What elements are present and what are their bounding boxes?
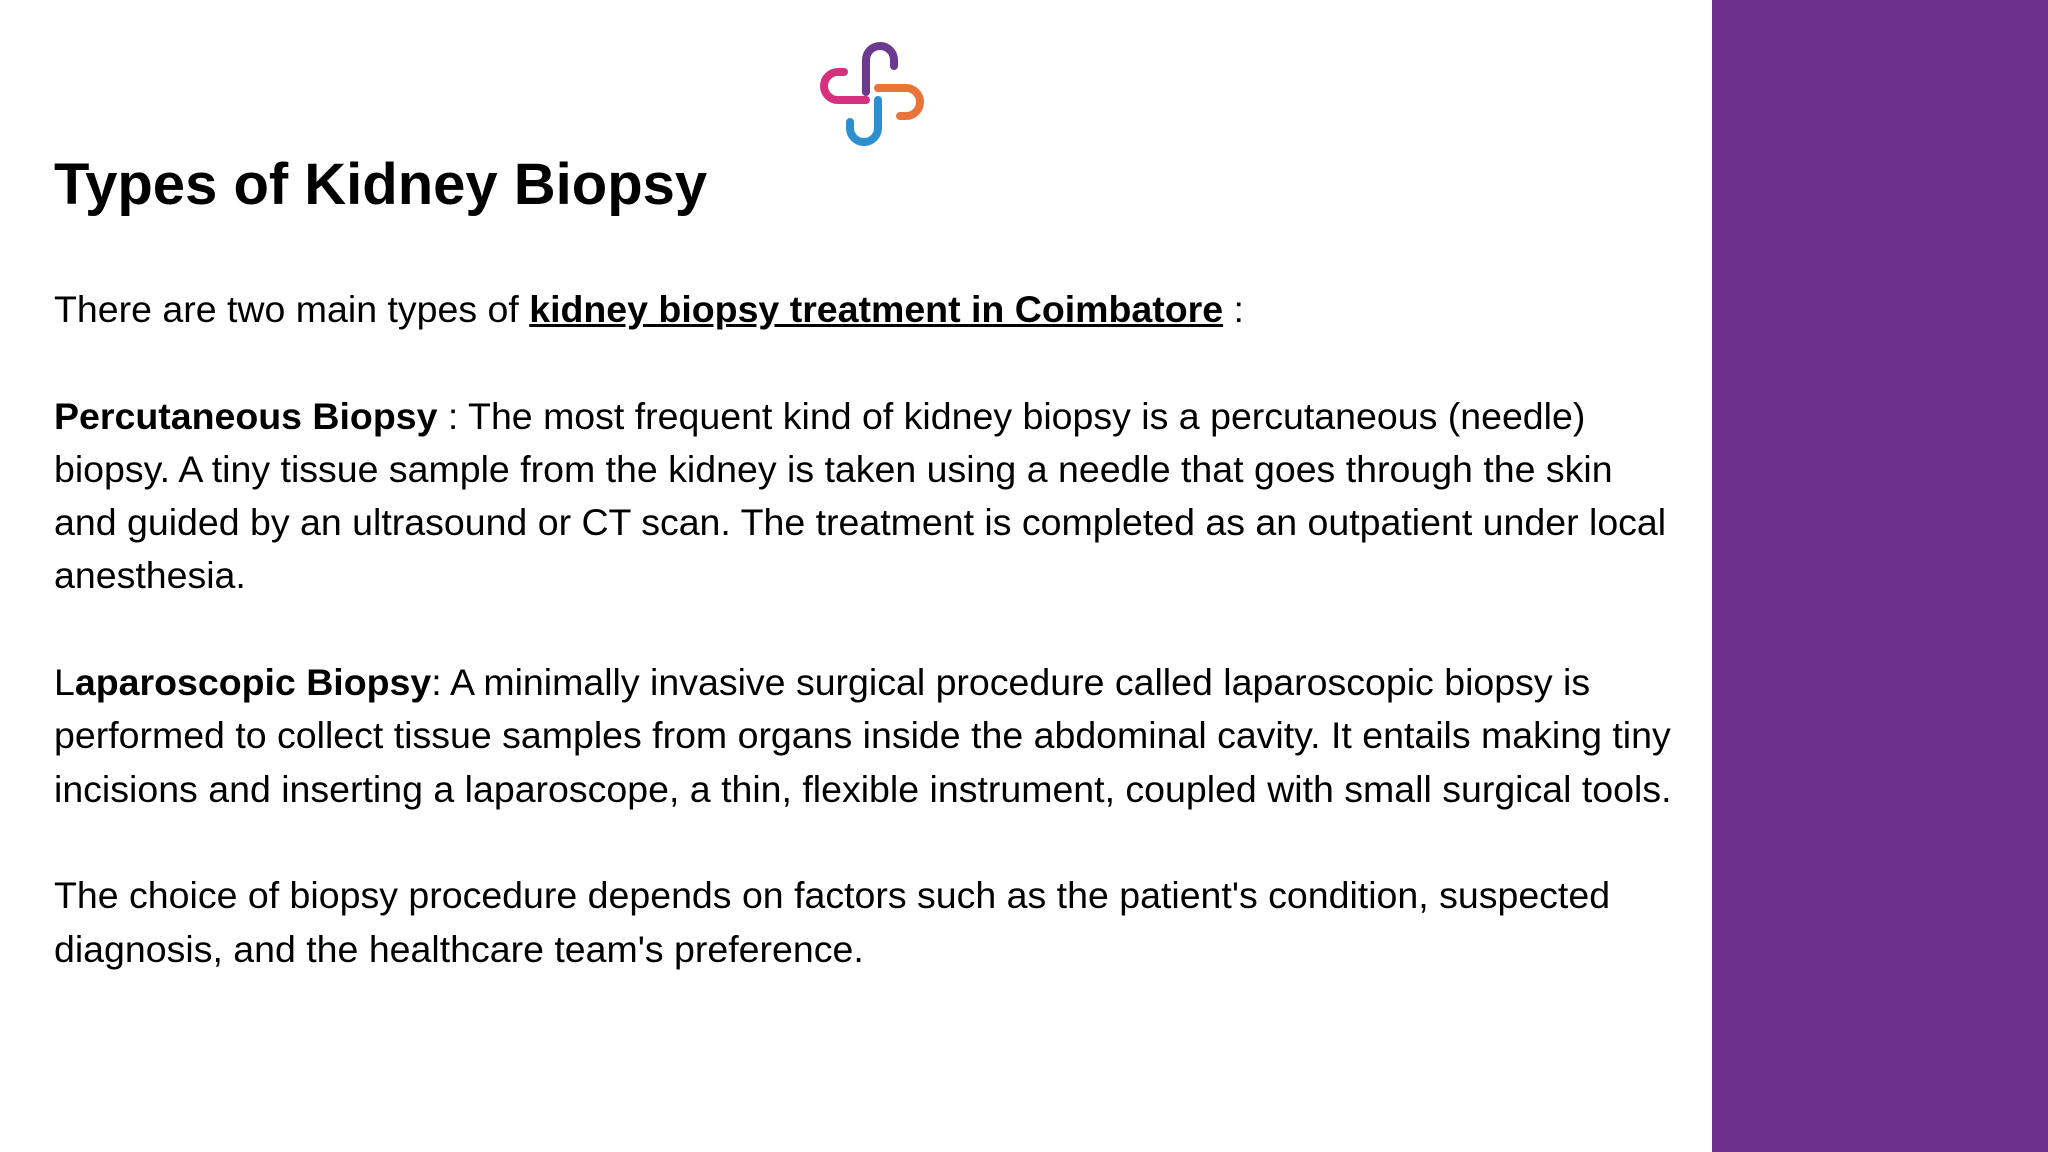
kidney-biopsy-link[interactable]: kidney biopsy treatment in Coimbatore (529, 288, 1224, 330)
laparoscopic-paragraph (54, 656, 1684, 816)
paragraph-spacer (54, 336, 1684, 389)
laparoscopic-term: aparoscopic Biopsy (74, 661, 432, 704)
paragraph-spacer (54, 603, 1684, 656)
page-title: Types of Kidney Biopsy (54, 152, 708, 217)
logo-orange-stroke (878, 88, 920, 116)
paragraph-spacer (54, 816, 1684, 869)
laparoscopic-lead: L (54, 661, 75, 704)
intro-trailing: : (1223, 288, 1244, 330)
percutaneous-text: : The most frequent kind of kidney biopsy is a percutaneous (needle) biopsy. A tiny tissue sample from the kidney is taken using a needle that goes through the skin and guided by an ultrasound or CT scan. The treatment is completed as an outpatient under local anesthesia. (54, 394, 1667, 597)
intro-text: There are two main types of (54, 288, 530, 330)
laparoscopic-text: : A minimally invasive surgical procedure called laparoscopic biopsy is performed to collect tissue samples from organs inside the abdominal cavity. It entails making tiny incisions and inserting a laparoscope, a thin, flexible instrument, coupled with small surgical tools. (54, 661, 1672, 810)
purple-sidebar (1712, 0, 2048, 1152)
percutaneous-paragraph (54, 390, 1684, 603)
body-text (54, 283, 1684, 976)
logo-blue-stroke (850, 100, 878, 142)
logo-magenta-stroke (824, 72, 866, 100)
intro-paragraph (54, 283, 1684, 336)
percutaneous-term: Percutaneous Biopsy (54, 394, 438, 437)
conclusion-paragraph: The choice of biopsy procedure depends on factors such as the patient's condition, suspected diagnosis, and the healthcare team's preference. (54, 874, 1611, 970)
medical-cross-logo (818, 40, 926, 148)
